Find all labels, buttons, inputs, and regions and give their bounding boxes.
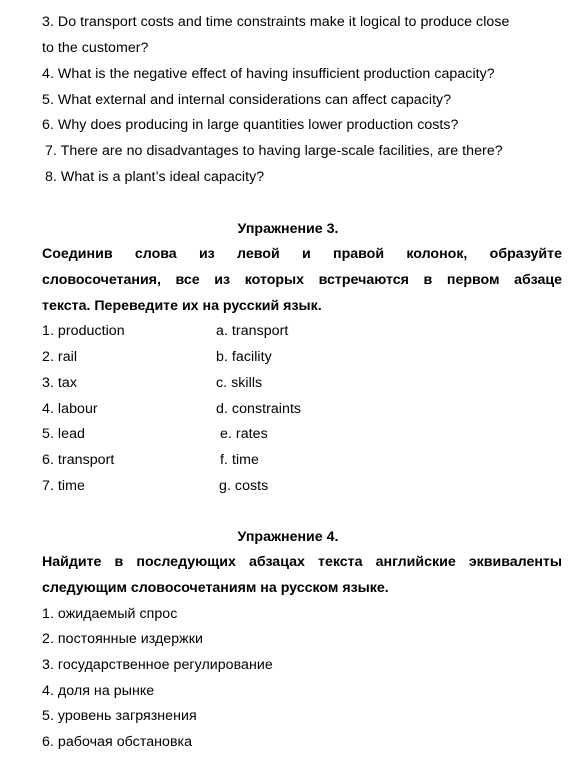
left-column-item: 6. transport [42, 452, 115, 468]
right-column-item: c. skills [216, 375, 263, 391]
question-4: 4. What is the negative effect of having insufficient production capacity? [42, 66, 495, 82]
list-item: 5. уровень загрязнения [42, 708, 197, 724]
left-column-item: 2. rail [42, 349, 78, 365]
list-item: 3. государственное регулирование [42, 657, 273, 673]
list-item: 4. доля на рынке [42, 683, 155, 699]
exercise-4-title: Упражнение 4. [237, 529, 339, 545]
right-column-item: g. costs [219, 478, 269, 494]
left-column-item: 4. labour [42, 401, 98, 417]
question-6: 6. Why does producing in large quantities lower production costs? [42, 117, 459, 133]
question-5: 5. What external and internal considerations can affect capacity? [42, 92, 452, 108]
exercise-4-instruction-line-1: Найдите в последующих абзацах текста английские эквиваленты [42, 554, 562, 570]
left-column-item: 7. time [42, 478, 85, 494]
right-column-item: a. transport [216, 323, 289, 339]
list-item: 2. постоянные издержки [42, 631, 203, 647]
exercise-4-instruction-line-2: следующим словосочетаниям на русском языке. [42, 580, 389, 596]
right-column-item: f. time [220, 452, 259, 468]
question-3-line-1: 3. Do transport costs and time constraints make it logical to produce close [42, 14, 510, 30]
question-7: 7. There are no disadvantages to having large-scale facilities, are there? [45, 143, 503, 159]
exercise-3-instruction-line-3: текста. Переведите их на русский язык. [42, 298, 322, 314]
list-item: 1. ожидаемый спрос [42, 606, 178, 622]
question-3-line-2: to the customer? [42, 40, 149, 56]
left-column-item: 5. lead [42, 426, 85, 442]
exercise-3-instruction-line-1: Соединив слова из левой и правой колонок, образуйте [42, 246, 562, 262]
right-column-item: e. rates [220, 426, 268, 442]
question-8: 8. What is a plant’s ideal capacity? [45, 169, 265, 185]
exercise-3-instruction-line-2: словосочетания, все из которых встречаются в первом абзаце [42, 272, 562, 288]
left-column-item: 1. production [42, 323, 125, 339]
list-item: 6. рабочая обстановка [42, 734, 193, 750]
right-column-item: b. facility [216, 349, 272, 365]
left-column-item: 3. tax [42, 375, 77, 391]
exercise-3-title: Упражнение 3. [237, 221, 339, 237]
right-column-item: d. constraints [216, 401, 302, 417]
